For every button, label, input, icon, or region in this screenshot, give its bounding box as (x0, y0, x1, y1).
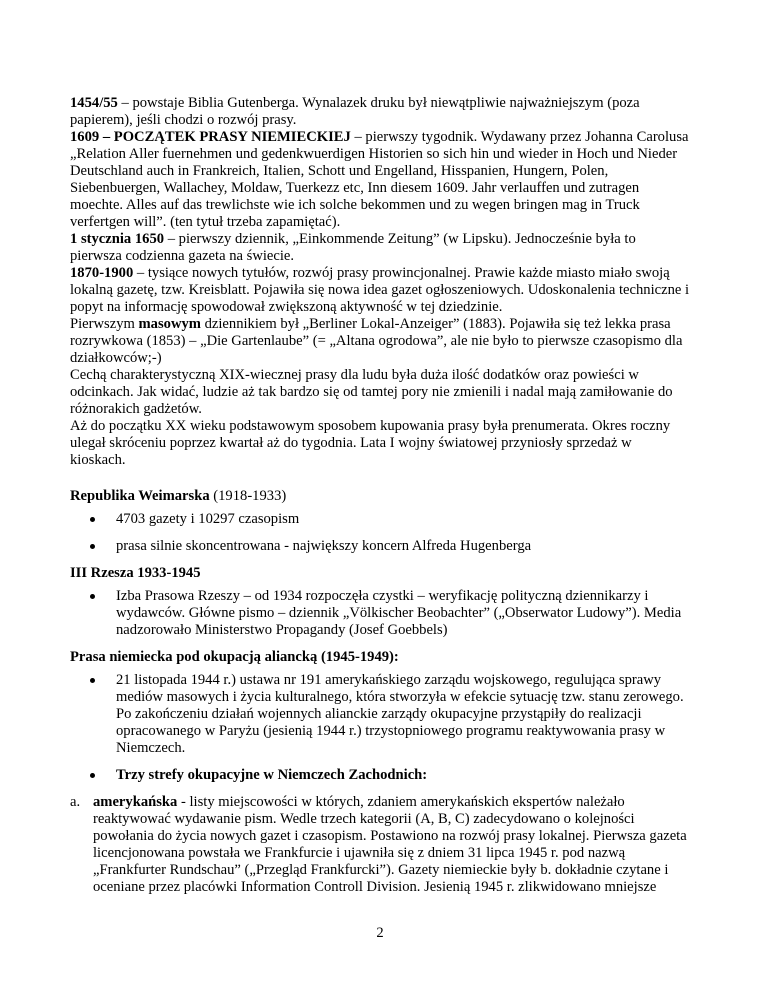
date-label: 1454/55 (70, 95, 118, 111)
bullet-icon (90, 678, 95, 683)
bullet-icon (90, 773, 95, 778)
list-item: prasa silnie skoncentrowana - największy koncern Alfreda Hugenberga (70, 538, 690, 555)
emphasis-masowym: masowym (138, 316, 201, 332)
section-heading-reich: III Rzesza 1933-1945 (70, 565, 201, 581)
list-item-american-zone: a. amerykańska - listy miejscowości w których, zdaniem amerykańskich ekspertów należało reaktywować wydawanie pism. Wedle trzech kategorii (A, B, C) zadecydowano o kolejności powołania do życia nowych gazet i czasopism. Postawiono na rozwój prasy lokalnej. Pierwsza gazeta licencjonowana powstała we Frankfurcie i ujawniła się z dniem 31 lipca 1945 r. pod nazwą „Frankfurter Rundschau” („Przegląd Frankfurcki”). Gazety niemieckie były b. dokładnie czytane i oceniane przez placówki Information Controll Division. Jesienią 1945 r. zlikwidowano mniejsze (70, 794, 687, 895)
bullet-icon (90, 517, 95, 522)
reich-list (70, 588, 690, 639)
paragraph-1870 (70, 265, 690, 316)
zones-heading: Trzy strefy okupacyjne w Niemczech Zachodnich: (116, 767, 428, 783)
list-item (70, 767, 690, 784)
page-body (70, 95, 690, 896)
bullet-icon (90, 594, 95, 599)
paragraph-mass-press: Pierwszym masowym dziennikiem był „Berliner Lokal-Anzeiger” (1883). Pojawiła się też lekka prasa rozrywkowa (1853) – „Die Gartenlaube” (= „Altana ogrodowa”, ale nie było to pierwsze czasopismo dla działkowców;-) (70, 316, 683, 366)
date-label: 1870-1900 (70, 265, 134, 281)
paragraph-xix-century: Cechą charakterystyczną XIX-wiecznej prasy dla ludu była duża ilość dodatków oraz powieści w odcinkach. Jak widać, ludzie aż tak bardzo się od tamtej pory nie zmienili i nadal mają zamiłowanie do różnorakich gadżetów. (70, 367, 673, 417)
paragraph-text: – powstaje Biblia Gutenberga. Wynalazek druku był niewątpliwie najważniejszym (poza papierem), jeśli chodzi o rozwój prasy. (70, 95, 640, 128)
page-number: 2 (376, 925, 384, 941)
weimar-list (70, 511, 690, 555)
zones-list (70, 794, 690, 896)
section-heading-occupation: Prasa niemiecka pod okupacją aliancką (1945-1949): (70, 649, 399, 665)
list-item: Izba Prasowa Rzeszy – od 1934 rozpoczęła czystki – weryfikację polityczną dziennikarzy i wydawców. Główne pismo – dziennik „Völkischer Beobachter” („Obserwator Ludowy”). Media nadzorowało Ministerstwo Propagandy (Josef Goebbels) (70, 588, 690, 639)
section-heading-weimar: Republika Weimarska (1918-1933) (70, 488, 287, 504)
occupation-list (70, 672, 690, 784)
list-marker: a. (70, 794, 81, 810)
zone-name: amerykańska (93, 794, 178, 810)
paragraph-1650 (70, 231, 690, 265)
paragraph-1609 (70, 129, 690, 231)
paragraph-text: – pierwszy dziennik, „Einkommende Zeitung” (w Lipsku). Jednocześnie była to pierwsza codzienna gazeta na świecie. (70, 231, 636, 264)
date-label: 1609 – POCZĄTEK PRASY NIEMIECKIEJ (70, 129, 351, 145)
paragraph-text: – pierwszy tygodnik. Wydawany przez Johanna Carolusa „Relation Aller fuernehmen und gedenkwuerdigen Historien so sich hin und wieder in Hoch und Nieder Deutschland auch in Frankreich, Italien, Schott und Engelland, Hisspanien, Hungern, Polen, Siebenbuergen, Wallachey, Moldaw, Tuerkezz etc, Inn diesem 1609. Jahr verlauffen und zutragen moechte. Alles auf das trewlichste wie ich solche bekommen und zu wegen bringen mag in Truck verfertgen will”. (ten tytuł trzeba zapamiętać). (70, 129, 689, 230)
paragraph-text: – tysiące nowych tytułów, rozwój prasy prowincjonalnej. Prawie każde miasto miało swoją lokalną gazetę, tzw. Kreisblatt. Pojawiła się nowa idea gazet ogłoszeniowych. Udoskonalenia techniczne i popyt na informację spowodował zwiększoną aktywność w tej dziedzinie. (70, 265, 690, 315)
bullet-icon (90, 544, 95, 549)
date-label: 1 stycznia 1650 (70, 231, 165, 247)
paragraph-1454 (70, 95, 690, 129)
list-item: 4703 gazety i 10297 czasopism (70, 511, 690, 528)
paragraph-subscription: Aż do początku XX wieku podstawowym sposobem kupowania prasy była prenumerata. Okres roczny ulegał skróceniu poprzez kwartał aż do tygodnia. Lata I wojny światowej przyniosły sprzedaż w kioskach. (70, 418, 671, 468)
list-item: 21 listopada 1944 r.) ustawa nr 191 amerykańskiego zarządu wojskowego, regulująca sprawy mediów masowych i życia kulturalnego, która stworzyła w efekcie sytuację tzw. stanu zerowego. Po zakończeniu działań wojennych alianckie zarządy okupacyjne przystąpiły do realizacji opracowanego w Paryżu (jesienią 1944 r.) trzystopniowego programu reaktywowania prasy w Niemczech. (70, 672, 690, 757)
